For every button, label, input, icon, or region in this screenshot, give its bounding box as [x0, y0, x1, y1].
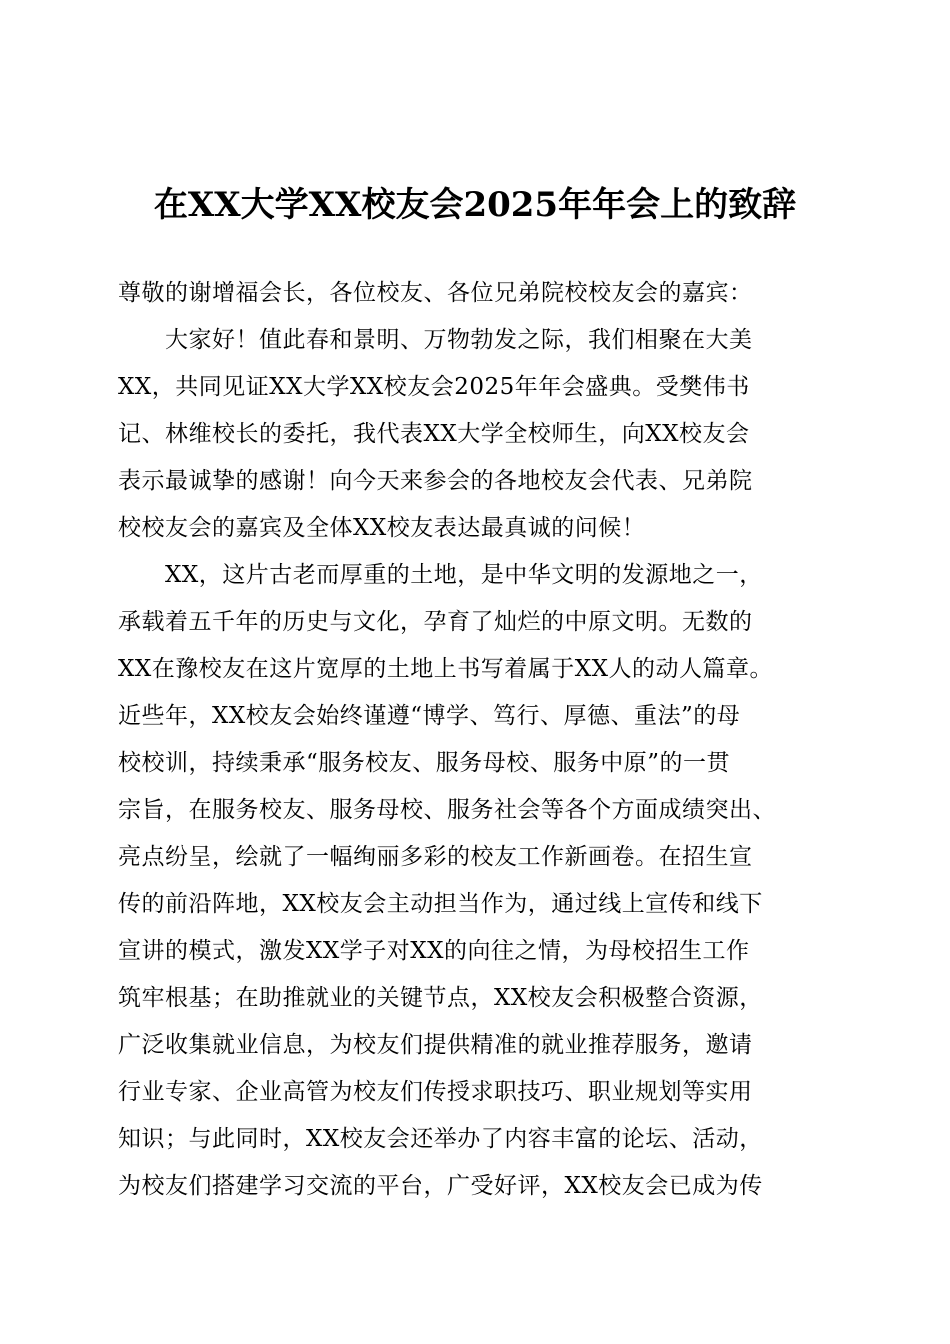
body-text-line: XX，共同见证XX大学XX校友会2025年年会盛典。受樊伟书 — [118, 374, 750, 400]
document-title: 在XX大学XX校友会2025年年会上的致辞 — [153, 185, 797, 225]
body-text-line: 知识；与此同时，XX校友会还举办了内容丰富的论坛、活动， — [118, 1126, 763, 1152]
body-text-line: 表示最诚挚的感谢！向今天来参会的各地校友会代表、兄弟院 — [118, 468, 753, 494]
body-text-line: XX在豫校友在这片宽厚的土地上书写着属于XX人的动人篇章。 — [118, 656, 773, 682]
body-text-line: 筑牢根基；在助推就业的关键节点，XX校友会积极整合资源， — [118, 985, 763, 1011]
body-text-line: 承载着五千年的历史与文化，孕育了灿烂的中原文明。无数的 — [118, 609, 753, 635]
body-text-line: XX，这片古老而厚重的土地，是中华文明的发源地之一， — [118, 562, 763, 588]
body-text-line: 尊敬的谢增福会长，各位校友、各位兄弟院校校友会的嘉宾： — [118, 280, 753, 306]
body-text-line: 近些年，XX校友会始终谨遵“博学、笃行、厚德、重法”的母 — [118, 703, 741, 729]
body-text-line: 宣讲的模式，激发XX学子对XX的向往之情，为母校招生工作 — [118, 938, 750, 964]
body-text-line: 校校训，持续秉承“服务校友、服务母校、服务中原”的一贯 — [118, 750, 731, 776]
body-text-line: 校校友会的嘉宾及全体XX校友表达最真诚的问候！ — [118, 515, 646, 541]
body-text-line: 为校友们搭建学习交流的平台，广受好评，XX校友会已成为传 — [118, 1173, 763, 1199]
document-body — [118, 270, 830, 1210]
body-text-line: 传的前沿阵地，XX校友会主动担当作为，通过线上宣传和线下 — [118, 891, 763, 917]
body-text-line: 大家好！值此春和景明、万物勃发之际，我们相聚在大美 — [118, 327, 753, 353]
body-text-line: 记、林维校长的委托，我代表XX大学全校师生，向XX校友会 — [118, 421, 750, 447]
body-text-line: 广泛收集就业信息，为校友们提供精准的就业推荐服务，邀请 — [118, 1032, 753, 1058]
body-text-line: 行业专家、企业高管为校友们传授求职技巧、职业规划等实用 — [118, 1079, 753, 1105]
body-text-line: 宗旨，在服务校友、服务母校、服务社会等各个方面成绩突出、 — [118, 797, 776, 823]
body-text-line: 亮点纷呈，绘就了一幅绚丽多彩的校友工作新画卷。在招生宣 — [118, 844, 753, 870]
